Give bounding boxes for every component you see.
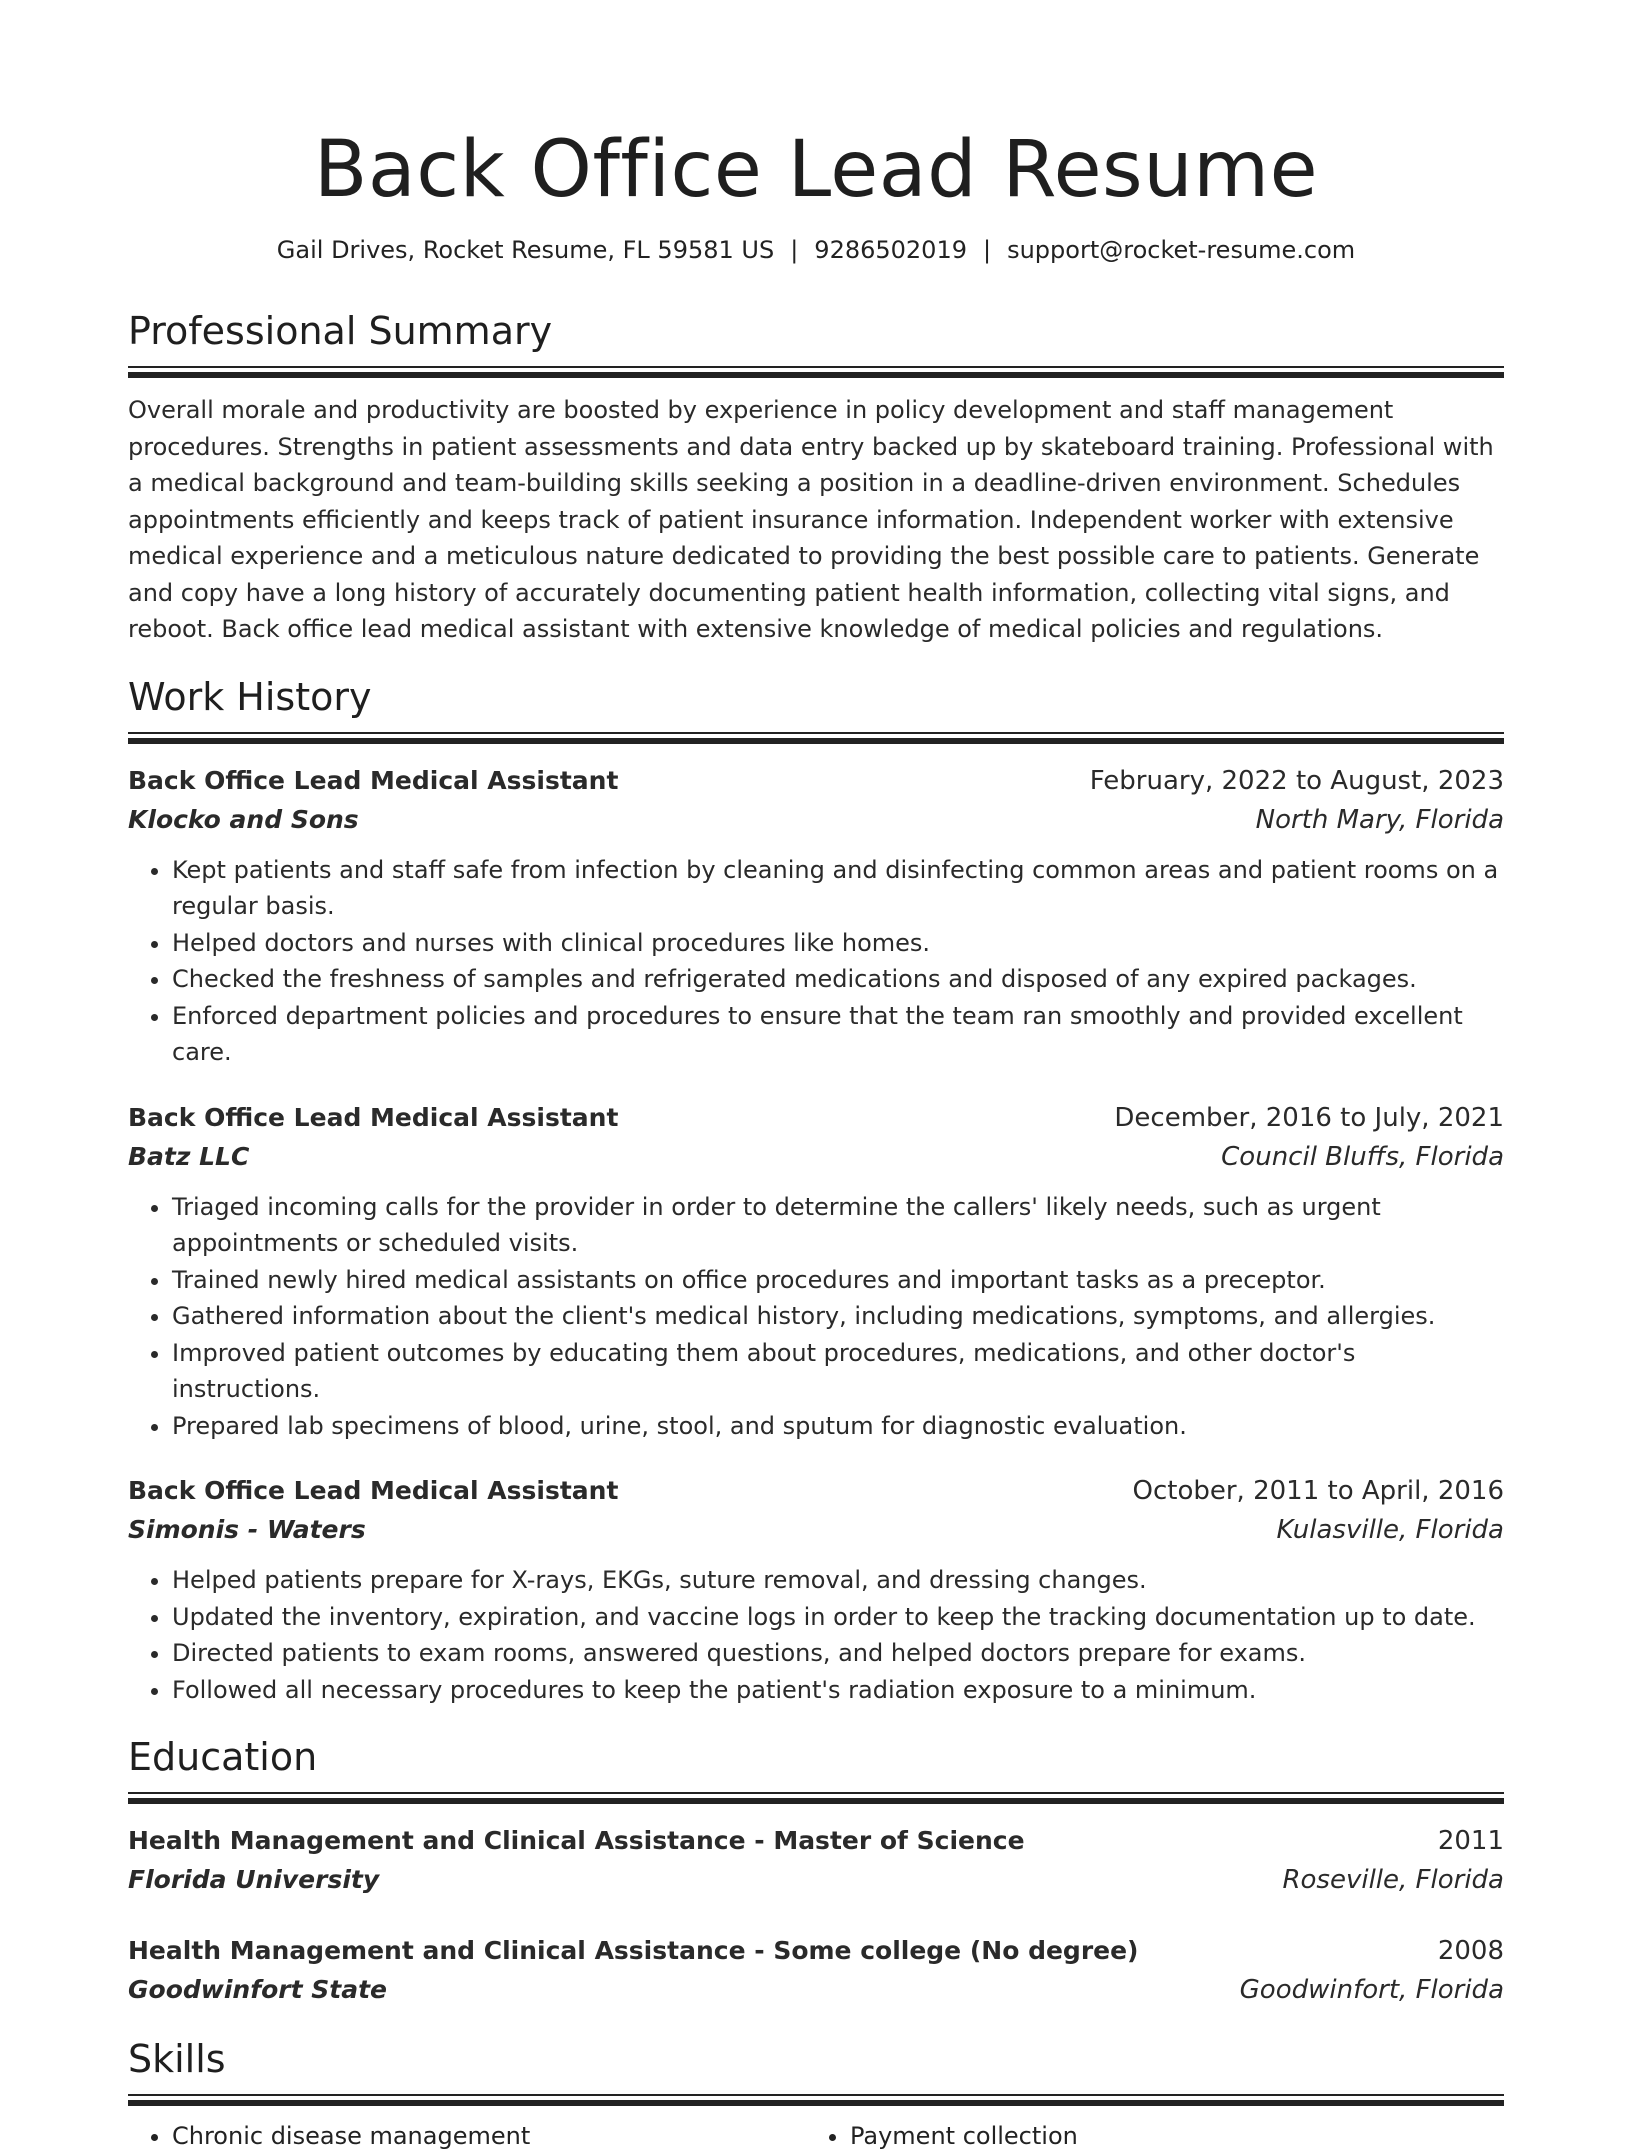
job-duty: • Kept patients and staff safe from infection by cleaning and disinfecting common areas and patient rooms on a regular basis. [172,852,1504,925]
job-title: Back Office Lead Medical Assistant [128,765,619,795]
job-duties [128,852,1504,1071]
job-entry [128,762,1504,1071]
job-dates: December, 2016 to July, 2021 [1114,1102,1504,1133]
graduation-year: 2011 [1437,1826,1504,1856]
job-duty: • Helped patients prepare for X-rays, EKGs, suture removal, and dressing changes. [172,1562,1504,1599]
job-duty: • Improved patient outcomes by educating them about procedures, medications, and other doctor's instructions. [172,1335,1504,1408]
job-dates: February, 2022 to August, 2023 [1089,765,1504,796]
skills-column-left [128,2118,806,2154]
job-location: Council Bluffs, Florida [1221,1141,1504,1172]
summary-text: Overall morale and productivity are boosted by experience in policy development and staff management procedures. Strengths in patient assessments and data entry backed up by skateboard training. Professional with a medical background and team-building skills seeking a position in a deadline-driven environment. Schedules appointments efficiently and keeps track of patient insurance information. Independent worker with extensive medical experience and a meticulous nature dedicated to providing the best possible care to patients. Generate and copy have a long history of accurately documenting patient health information, collecting vital signs, and reboot. Back office lead medical assistant with extensive knowledge of medical policies and regulations. [128,396,1494,643]
school-name: Goodwinfort State [128,1975,387,2004]
resume-title: Back Office Lead Resume [313,125,1319,215]
graduation-year: 2008 [1437,1936,1504,1966]
section-heading-summary: Professional Summary [128,309,553,353]
job-location: North Mary, Florida [1255,804,1504,835]
job-duties [128,1562,1504,1708]
contact-email: support@rocket-resume.com [1007,236,1356,264]
education-section [128,1732,1504,2010]
job-duty: • Triaged incoming calls for the provider in order to determine the callers' likely needs, such as urgent appointments or scheduled visits. [172,1189,1504,1262]
education-entry [128,1822,1504,1900]
job-duty: • Updated the inventory, expiration, and vaccine logs in order to keep the tracking documentation up to date. [172,1599,1504,1636]
section-heading-skills: Skills [128,2037,226,2081]
contact-separator: | [790,236,799,264]
skill-item: • Chronic disease management [172,2118,806,2154]
job-company: Simonis - Waters [128,1515,366,1544]
job-entry [128,1472,1504,1708]
job-duty: • Helped doctors and nurses with clinical procedures like homes. [172,925,1504,962]
job-duty: • Prepared lab specimens of blood, urine, stool, and sputum for diagnostic evaluation. [172,1408,1504,1445]
job-company: Klocko and Sons [128,804,359,834]
job-entry [128,1099,1504,1445]
contact-separator: | [983,236,992,264]
job-dates: October, 2011 to April, 2016 [1132,1476,1504,1506]
education-entry [128,1932,1504,2010]
school-location: Roseville, Florida [1282,1865,1504,1895]
job-duty: • Enforced department policies and procedures to ensure that the team ran smoothly and provided excellent care. [172,998,1504,1071]
job-title: Back Office Lead Medical Assistant [128,1102,619,1132]
job-duty: • Gathered information about the client's medical history, including medications, symptoms, and allergies. [172,1298,1504,1335]
job-company: Batz LLC [128,1141,250,1171]
summary-section [128,306,1504,648]
skill-item: • Payment collection [850,2118,1484,2154]
section-divider [128,1792,1504,1804]
section-heading-education: Education [128,1735,318,1779]
section-divider [128,366,1504,378]
job-duty: • Checked the freshness of samples and refrigerated medications and disposed of any expired packages. [172,961,1504,998]
skills-section [128,2034,1504,2154]
job-duty: • Directed patients to exam rooms, answered questions, and helped doctors prepare for exams. [172,1635,1504,1672]
resume-page [128,0,1504,2150]
skills-column-right [806,2118,1484,2154]
school-location: Goodwinfort, Florida [1239,1975,1504,2005]
contact-line [128,234,1504,266]
skills-list [128,2118,1504,2154]
job-duty: • Trained newly hired medical assistants on office procedures and important tasks as a preceptor. [172,1262,1504,1299]
job-title: Back Office Lead Medical Assistant [128,1476,619,1505]
job-duties [128,1189,1504,1445]
section-divider [128,2094,1504,2106]
contact-phone: 9286502019 [814,236,967,264]
degree-name: Health Management and Clinical Assistance - Master of Science [128,1826,1025,1855]
job-duty: • Followed all necessary procedures to keep the patient's radiation exposure to a minimum. [172,1672,1504,1709]
section-divider [128,732,1504,744]
job-location: Kulasville, Florida [1276,1515,1504,1545]
contact-address: Gail Drives, Rocket Resume, FL 59581 US [276,236,775,264]
school-name: Florida University [128,1865,380,1894]
section-heading-work-history: Work History [128,674,372,719]
work-history-section [128,672,1504,1709]
degree-name: Health Management and Clinical Assistance - Some college (No degree) [128,1936,1139,1965]
